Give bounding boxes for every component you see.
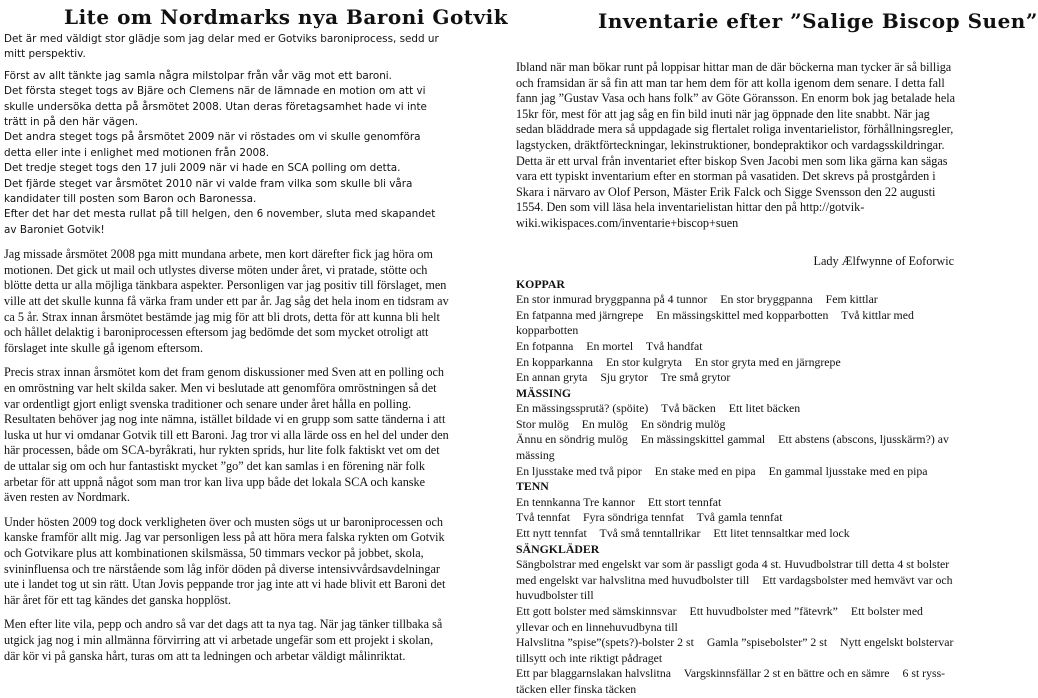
inventory-item: Vargskinnsfällar 2 st en bättre och en sämre	[683, 666, 890, 681]
inventory-item: En fotpanna	[516, 338, 574, 353]
body-paragraph: Precis strax innan årsmötet kom det fram genom diskussioner med Sven att en polling och en omröstning var helt skilda saker. Men vi beslutade att genomföra omröstningen så det var ordentligt gjort enligt svenska traditioner och senare under året hålla en polling. Resultaten behöver jag nog inte nämna, istället bildade vi en grupp som satte tänderna i att luska ut hur vi omdanar Gotvik till ett Baroni. Jag tror vi alla lärde oss en hel del under den här processen, både om SCA-byråkrati, hur rykten sprids, hur lite folk faktiskt vet om det de uttalar sig om och hur fantastiskt mycket ”go” det kan samlas i en förening när folk arbetar för att uppnå något som man tror kan liva upp både det lokala SCA och kanske även resten av Nordmark.	[4, 365, 449, 505]
inventory-line	[516, 666, 956, 697]
inventory-item: Ännu en söndrig mulög	[516, 432, 628, 447]
inventory-line	[516, 308, 956, 339]
inventory-item: 6 st ryss-täcken eller finska täcken	[516, 666, 946, 696]
inventory-item: Fyra söndriga tennfat	[583, 510, 684, 525]
milestone-paragraph: Det andra steget togs på årsmötet 2009 när vi röstades om vi skulle genomföra detta eller inte i enlighet med motionen från 2008.	[4, 131, 421, 159]
inventory-item: Ett huvudbolster med ”fätevrk”	[689, 604, 838, 618]
inventory-item: En stor gryta med en järngrepe	[694, 354, 841, 369]
inventory-item: Sju grytor	[600, 370, 648, 385]
inventory-item: En mulög	[581, 416, 628, 431]
inventory-item: Tre små grytor	[660, 370, 731, 385]
inventory-item: En stor kulgryta	[605, 354, 682, 369]
inventory-item: En stake med en pipa	[654, 463, 756, 478]
body-paragraph: Jag missade årsmötet 2008 pga mitt mundana arbete, men kort därefter fick jag höra om motionen. Det gick ut mail och utlystes diverse möten under året, vi pratade, stötte och blötte detta ur alla möjliga tänkbara aspekter. Personligen var jag positiv till förslaget, men ville att det skulle kunna få värka fram under ett par år. Jag såg det hela inom en tidsram av ca 5 år. Strax innan årsmötet bestämde jag mig för att bli drots, detta för att kunna bli helt och hållet delaktig i baroniprocessen eftersom jag bedömde det som mycket otroligt att förslaget inte skulle gå igenom eftersom.	[4, 247, 449, 355]
inventory-line	[516, 355, 956, 371]
inventory-line	[516, 464, 956, 480]
milestone-paragraph: Först av allt tänkte jag samla några milstolpar från vår väg mot ett baroni.	[4, 69, 392, 82]
inventory-item: En kopparkanna	[516, 354, 593, 369]
inventory-item: Halvslitna ”spise”(spets?)-bolster 2 st	[516, 635, 694, 650]
inventory-item: En tennkanna Tre kannor	[516, 494, 635, 509]
inventory-line	[516, 417, 956, 433]
inventory-list	[516, 277, 956, 698]
inventory-item: Två små tenntallrikar	[599, 526, 701, 541]
inventory-heading: TENN	[516, 479, 549, 494]
inventory-line	[516, 510, 956, 526]
inventory-item: En gammal ljusstake med en pipa	[768, 463, 928, 478]
inventory-item: Ett stort tennfat	[647, 494, 722, 509]
milestone-paragraph: Det första steget togs av Bjäre och Clemens när de lämnade en motion om att vi skulle undersöka detta på årsmötet 2008. Utan deras företagsamhet hade vi inte trätt in på den här vägen.	[4, 85, 427, 129]
inventory-item: Ett par blaggarnslakan halvslitna	[516, 666, 671, 681]
milestone-paragraph: Det fjärde steget var årsmötet 2010 när vi valde fram vilka som skulle bli våra kandidater till posten som Baron och Baronessa.	[4, 177, 413, 206]
inventory-item: En ljusstake med två pipor	[516, 463, 642, 478]
inventory-item: Ett nytt tennfat	[516, 526, 587, 541]
inventory-item: Ett abstens (abscons, ljusskärm?) av mässing	[516, 432, 949, 463]
inventory-line	[516, 526, 956, 542]
inventory-item: En mässingskittel gammal	[640, 432, 766, 447]
inventory-line	[516, 401, 956, 417]
inventory-item: Sängbolstrar med engelskt var som är passligt goda 4 st. Huvudbolstrar till detta 4 st bolster med engelskt var halvslitna med huvudbolster till	[516, 557, 950, 587]
inventory-line	[516, 339, 956, 355]
milestone-paragraph: Efter det har det mesta rullat på till helgen, den 6 november, sluta med skapandet av Baroniet Gotvik!	[4, 208, 436, 236]
inventory-item: En mässingskittel med kopparbotten	[656, 307, 829, 322]
inventory-item: En stor bryggpanna	[720, 292, 813, 307]
body-paragraph: Men efter lite vila, pepp och andro så var det dags att ta nya tag. När jag tänker tillbaka så utgick jag nog i min allmänna förvirring att vi arbetade ungefär som ett projekt i skolan, där kör vi på ganska hårt, turas om att ta ledningen och arbetar väldigt målinriktat.	[4, 617, 443, 663]
inventory-item: En fatpanna med järngrepe	[516, 307, 644, 322]
inventory-item: En stor inmurad bryggpanna på 4 tunnor	[516, 292, 708, 307]
inventory-line	[516, 292, 956, 308]
inventory-item: En söndrig mulög	[640, 416, 726, 431]
inventory-item: Två gamla tennfat	[696, 510, 783, 525]
inventory-heading: MÄSSING	[516, 385, 572, 400]
milestone-paragraph: Det tredje steget togs den 17 juli 2009 när vi hade en SCA polling om detta.	[4, 162, 401, 175]
inventory-item: En mässingssprutä? (spöite)	[516, 401, 649, 416]
inventory-item: Gamla ”spisebolster” 2 st	[706, 635, 828, 650]
inventory-heading: SÄNGKLÄDER	[516, 541, 600, 556]
inventory-item: Fem kittlar	[825, 292, 878, 307]
inventory-item: Nytt engelskt bolstervar tillsytt och inte riktigt pådraget	[516, 635, 954, 665]
inventory-item: En annan gryta	[516, 370, 588, 385]
right-column	[508, 0, 1038, 698]
left-column	[0, 0, 509, 664]
intro-paragraph: Det är med väldigt stor glädje som jag delar med er Gotviks baroniprocess, sedd ur mitt perspektiv.	[4, 33, 439, 61]
inventory-item: Stor mulög	[516, 416, 569, 431]
inventory-item: Ett gott bolster med sämskinnsvar	[516, 604, 677, 618]
article-author: Lady Ælfwynne of Eoforwic	[813, 253, 954, 268]
inventory-line	[516, 557, 956, 604]
right-article-title: Inventarie efter ”Salige Biscop Suen”	[598, 9, 1038, 33]
inventory-item: Två kittlar med kopparbotten	[516, 307, 914, 338]
inventory-item: Ett litet tennsaltkar med lock	[713, 526, 850, 541]
inventory-line	[516, 432, 956, 463]
milestones-list	[4, 69, 450, 238]
inventory-line	[516, 495, 956, 511]
inventory-item: Två handfat	[645, 338, 703, 353]
inventory-item: En mortel	[586, 338, 634, 353]
inventory-item: Ett vardagsbolster med hemvävt var och huvudbolster till	[516, 572, 953, 603]
inventory-line	[516, 635, 956, 666]
inventory-line	[516, 604, 956, 635]
left-article-title: Lite om Nordmarks nya Baroni Gotvik	[64, 5, 509, 29]
inventory-intro-paragraph: Ibland när man bökar runt på loppisar hittar man de där böckerna man tycker är så billiga och framsidan är så fin att man tar hem dem för att kolla igenom dem senare. I detta fall fann jag ”Gustav Vasa och hans folk” av Göte Göransson. En enorm bok jag betalade hela 15kr för, mest för att jag såg en fin bild inuti när jag öppnade den lite snabbt. När jag sedan bläddrade mera så uppdagade sig flertalet roliga inventarielistor, förhållningsregler, lagstycken, dräktförteckningar, lekinstruktioner, bondepraktikor och vardagsskildringar. Detta är ett urval från inventariet efter biskop Sven Jacobi men som lika gärna kan sägas vara ett typiskt inventarium efter en storman på vasatiden. Det skrevs på prostgården i Skara i närvaro av Olof Person, Mäster Erik Falck och Sigge Svensson den 22 augusti 1554. Den som vill läsa hela inventarielistan hittar den på http://gotvik-wiki.wikispaces.com/inventarie+biscop+suen	[516, 60, 956, 230]
left-body	[4, 247, 450, 664]
inventory-item: Två bäcken	[661, 401, 716, 416]
inventory-item: Två tennfat	[516, 510, 571, 525]
body-paragraph: Under hösten 2009 tog dock verkligheten över och musten sögs ut ur baroniprocessen och kanske framför allt mig. Jag var personligen less på att höra mera falska rykten om Gotvik och Gotvikare plus att kombinationen skilsmässa, 50 timmars veckor på jobbet, skola, svininfluensa och tre närstående som låg inför döden på diverse intensivvårdsavdelningar ute i landet tog ut sin rätt. Utan Jovis peppande tror jag inte att vi hade blivit ett Baroni det här året för ett tag kändes det ganska hopplöst.	[4, 514, 446, 607]
inventory-heading: KOPPAR	[516, 276, 565, 291]
inventory-line	[516, 370, 956, 386]
inventory-item: Ett litet bäcken	[728, 401, 801, 416]
inventory-item: Ett bolster med yllevar och en linnehuvudbyna till	[516, 604, 923, 634]
